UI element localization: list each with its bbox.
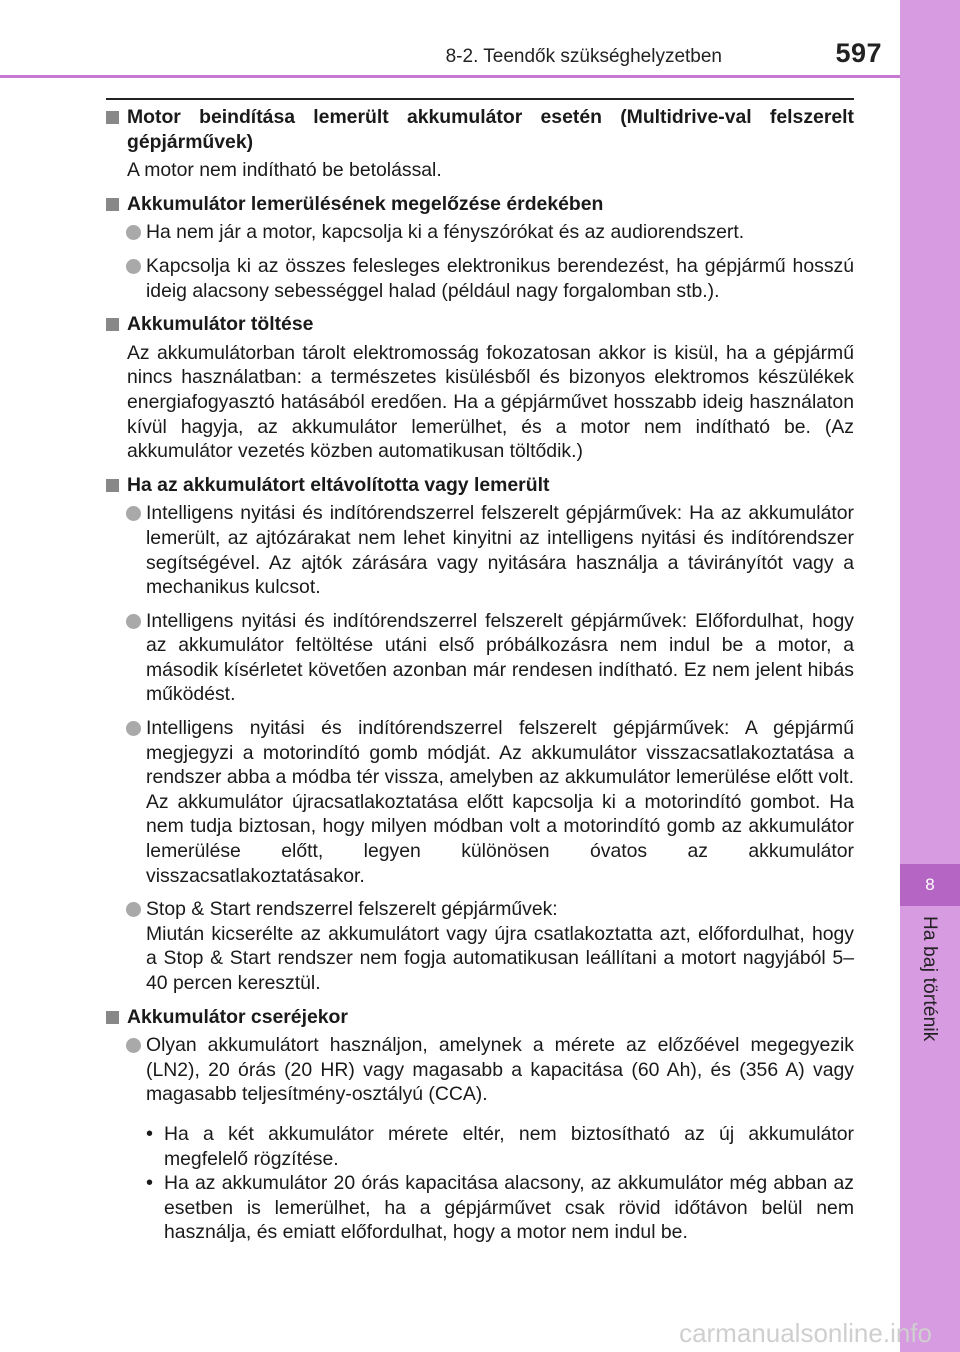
- list-item-stop-start: [106, 897, 854, 995]
- section-paragraph: A motor nem indítható be betolással.: [127, 159, 442, 182]
- sub-list-item: [106, 1122, 854, 1171]
- watermark: carmanualsonline.info: [679, 1318, 932, 1348]
- circle-bullet-icon: [126, 1038, 141, 1053]
- list-item: [106, 254, 854, 303]
- section-battery-replacement: [106, 1005, 854, 1245]
- chapter-title: [900, 908, 960, 1208]
- circle-bullet-icon: [126, 225, 141, 240]
- section-motor-start: [106, 105, 854, 183]
- list-item: [106, 220, 854, 245]
- chapter-sidebar: [900, 0, 960, 1352]
- section-prevent-discharge: [106, 192, 854, 303]
- square-bullet-icon: [106, 1011, 119, 1024]
- list-item-text: Intelligens nyitási és indítórendszerrel felszerelt gépjárművek: Előfordulhat, hogy az akkumulátor feltöltése utáni első próbálkozásra nem indul be a motor, a második kísérletet követően azonban már rendesen indítható. Ez nem jelent hibás működést.: [146, 609, 854, 706]
- stop-start-text: Miután kicserélte az akkumulátort vagy újra csatlakoztatta azt, előfordulhat, hogy a Stop & Start rendszer nem fogja automatikusan leállítani a motort nagyjából 5–40 percen keresztül.: [146, 922, 854, 994]
- list-item-text: Kapcsolja ki az összes felesleges elektronikus berendezést, ha gépjármű hosszú ideig alacsony sebességgel halad (például nagy forgalomban stb.).: [146, 254, 854, 302]
- main-content: [106, 105, 854, 1245]
- circle-bullet-icon: [126, 614, 141, 629]
- square-bullet-icon: [106, 479, 119, 492]
- page-number: 597: [835, 38, 882, 68]
- circle-bullet-icon: [126, 259, 141, 274]
- list-item: [106, 609, 854, 707]
- circle-bullet-icon: [126, 721, 141, 736]
- square-bullet-icon: [106, 111, 119, 124]
- list-item: [106, 716, 854, 888]
- section-heading: [106, 312, 854, 337]
- circle-bullet-icon: [126, 506, 141, 521]
- section-heading-text: Motor beindítása lemerült akkumulátor esetén (Multidrive-val felszerelt gépjárművek): [127, 106, 854, 153]
- list-item-text: Intelligens nyitási és indítórendszerrel felszerelt gépjárművek: Ha az akkumulátor lemerült, az ajtózárakat nem lehet kinyitni az intelligens nyitási és indítórendszer segítségével. Az ajtók zárására vagy nyitására használja a távirányítót vagy a mechanikus kulcsot.: [146, 502, 854, 599]
- section-paragraph: Az akkumulátorban tárolt elektromosság fokozatosan akkor is kisül, ha a gépjármű nincs használatban: a természetes kisülésből és bizonyos elektromos készülékek energiafogyasztó hatásából eredően. Ha a gépjárművet hosszabb ideig használaton kívül hagyja, az akkumulátor lemerülhet, és a motor nem indítható be. (Az akkumulátor vezetés közben automatikusan töltődik.): [127, 341, 854, 463]
- section-heading: [106, 473, 854, 498]
- sub-list-item-text: Ha a két akkumulátor mérete eltér, nem biztosítható az új akkumulátor megfelelő rögzítése.: [164, 1122, 854, 1170]
- section-heading-text: Akkumulátor cseréjekor: [127, 1005, 348, 1028]
- header-divider: [0, 75, 900, 78]
- list-item-text: Intelligens nyitási és indítórendszerrel felszerelt gépjárművek: A gépjármű megjegyzi a motorindító gomb módját. Az akkumulátor visszacsatlakoztatása a rendszer abba a módba tér vissza, amelyben az akkumulátor lemerülése előtt volt. Az akkumulátor újracsatlakoztatása előtt kapcsolja ki a motorindító gombot. Ha nem tudja biztosan, hogy milyen módban volt a motorindító gomb az akkumulátor lemerülése előtt, legyen különösen óvatos az akkumulátor visszacsatlakoztatásakor.: [146, 717, 854, 887]
- section-heading-text: Akkumulátor töltése: [127, 313, 314, 336]
- small-bullet-icon: •: [146, 1122, 154, 1145]
- section-heading: [106, 192, 854, 217]
- list-item-text: Olyan akkumulátort használjon, amelynek a mérete az előzőével megegyezik (LN2), 20 órás (20 HR) vagy magasabb a kapacitása (60 Ah), és (356 A) vagy magasabb teljesítmény-osztályú (CCA).: [146, 1034, 854, 1106]
- section-heading: [106, 1005, 854, 1030]
- section-heading-text: Ha az akkumulátort eltávolította vagy lemerült: [127, 473, 550, 496]
- small-bullet-icon: •: [146, 1172, 154, 1195]
- section-heading: [106, 105, 854, 154]
- section-heading-text: Akkumulátor lemerülésének megelőzése érdekében: [127, 192, 604, 215]
- page-header: [0, 0, 900, 78]
- sub-list-item: [106, 1171, 854, 1245]
- stop-start-title: Stop & Start rendszerrel felszerelt gépjárművek:: [146, 898, 558, 921]
- square-bullet-icon: [106, 318, 119, 331]
- list-item-text: Ha nem jár a motor, kapcsolja ki a fényszórókat és az audiorendszert.: [146, 221, 745, 244]
- chapter-title-text: Ha baj történik: [919, 916, 940, 1042]
- circle-bullet-icon: [126, 902, 141, 917]
- square-bullet-icon: [106, 198, 119, 211]
- section-charging: [106, 312, 854, 464]
- section-removed-or-discharged: [106, 473, 854, 996]
- list-item: [106, 1033, 854, 1107]
- list-item: [106, 501, 854, 599]
- sub-list-item-text: Ha az akkumulátor 20 órás kapacitása alacsony, az akkumulátor még abban az esetben is lemerülhet, ha a gépjárművet csak rövid időtávon belül nem használja, és emiatt előfordulhat, hogy a motor nem indul be.: [164, 1172, 854, 1244]
- chapter-number-tab: 8: [900, 864, 960, 906]
- content-top-rule: [106, 98, 854, 100]
- section-title: 8-2. Teendők szükséghelyzetben: [445, 46, 722, 67]
